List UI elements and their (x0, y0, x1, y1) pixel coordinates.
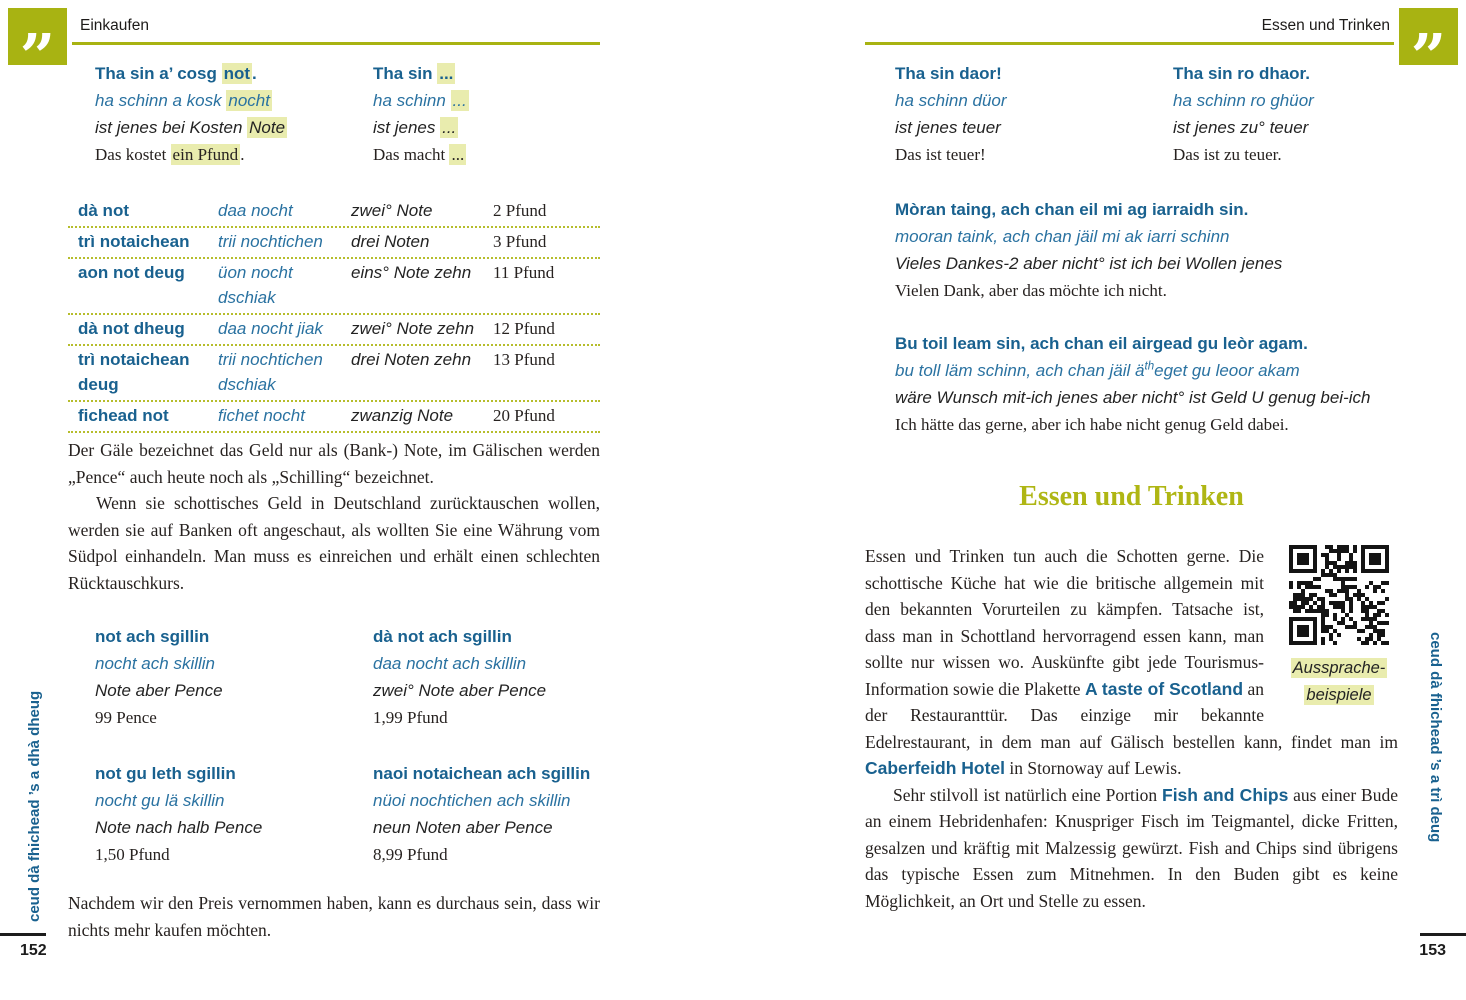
text-run: ... (451, 145, 465, 164)
phrase-block (895, 330, 1398, 438)
phrase-block (95, 623, 373, 731)
text-run: ... (439, 64, 454, 83)
paragraph (68, 890, 600, 943)
text-run: Note (249, 118, 286, 137)
phrase-block-no-money (895, 330, 1398, 438)
running-header-right: Essen und Trinken (1261, 17, 1390, 34)
phrase-line-pronunciation (95, 787, 373, 814)
text-run: Wenn sie schottisches Geld in Deutschland zurücktauschen wollen, werden sie auf Banken oft angeschaut, als wollten Sie eine Währung vom Südpol einhandeln. Man muss es einreichen und erhält einen schlechten Rücktauschkurs. (68, 493, 600, 593)
text-run: dà not ach sgillin (373, 627, 512, 646)
cell-pronunciation (218, 198, 351, 223)
text-run: trì notaichean (78, 232, 190, 251)
text-run: daa nocht ach skillin (373, 654, 527, 673)
phrase-line-gloss (373, 814, 600, 841)
text-run: Note aber Pence (95, 681, 223, 700)
text-run: ha schinn a kosk (95, 91, 227, 110)
text-run: daa nocht jiak (218, 319, 323, 338)
text-run: trii nochtichen (218, 232, 323, 251)
text-run: an der Restauranttür. Das einzige mir bekannte Edelrestaurant, in dem man auf Gälisch bestellen kann, findet man im (865, 678, 1398, 752)
phrase-line-gaelic (895, 330, 1398, 357)
text-run: ein Pfund (172, 145, 239, 164)
text-run: Caberfeidh Hotel (865, 758, 1006, 778)
text-run: Das macht (373, 145, 450, 164)
qr-caption (1280, 655, 1398, 709)
text-run: Das ist teuer! (895, 145, 986, 164)
qr-caption-line1: Aussprache- (1292, 659, 1386, 677)
text-run: not gu leth sgillin (95, 764, 236, 783)
phrase-block (1173, 60, 1398, 168)
cell-gaelic (68, 403, 218, 428)
phrase-line-german (95, 141, 373, 168)
phrase-line-pronunciation (1173, 87, 1398, 114)
paragraph (865, 782, 1398, 915)
cell-pronunciation (218, 403, 351, 428)
cell-gloss (351, 403, 493, 428)
phrase-line-german (373, 141, 600, 168)
phrase-block (373, 60, 600, 168)
phrase-line-german (1173, 141, 1398, 168)
page-number-rule-right (1420, 933, 1466, 936)
table-row (68, 228, 600, 259)
text-run: ha schinn ro ghüor (1173, 91, 1314, 110)
phrase-line-gloss (895, 384, 1398, 411)
section-heading: Essen und Trinken (1019, 481, 1244, 512)
phrase-line-gaelic (373, 60, 600, 87)
text-run: A taste of Scotland (1084, 678, 1244, 699)
cell-gaelic (68, 260, 218, 310)
text-run: wäre Wunsch mit-ich jenes aber nicht° ist Geld U genug bei-ich (895, 388, 1371, 407)
text-run: trì notaichean deug (78, 350, 190, 394)
phrase-line-german (373, 841, 600, 868)
text-run: Vieles Dankes-2 aber nicht° ist ich bei Wollen jenes (895, 254, 1283, 273)
text-run: Tha sin a’ cosg (95, 64, 222, 83)
text-run: nocht gu lä skillin (95, 791, 225, 810)
text-run: Vielen Dank, aber das möchte ich nicht. (895, 281, 1167, 300)
text-run: 20 Pfund (493, 406, 555, 425)
cell-pronunciation (218, 347, 351, 397)
phrase-block (373, 623, 600, 731)
cell-gloss (351, 229, 493, 254)
sidebar-gaelic-numeral-right: ceud dà fhichead ’s a trì deug (1427, 632, 1444, 843)
phrase-line-pronunciation (95, 650, 373, 677)
text-run: Note nach halb Pence (95, 818, 263, 837)
qr-code (1289, 545, 1389, 645)
text-run: eget gu leoor akam (1154, 361, 1300, 380)
text-run: . (240, 145, 245, 164)
body-text-right (865, 543, 1398, 914)
text-run: 1,99 Pfund (373, 708, 448, 727)
text-run: Nachdem wir den Preis vernommen haben, kann es durchaus sein, dass wir nichts mehr kaufen möchten. (68, 893, 600, 940)
text-run: fichead not (78, 406, 169, 425)
phrase-grid-top-left (95, 60, 600, 168)
phrase-block (895, 196, 1398, 304)
header-rule-right (865, 42, 1394, 45)
cell-gloss (351, 198, 493, 223)
phrase-line-gloss (1173, 114, 1398, 141)
text-run: neun Noten aber Pence (373, 818, 553, 837)
phrase-block (895, 60, 1173, 168)
text-run: Sehr stilvoll ist natürlich eine Portion (893, 784, 1162, 805)
paragraph (68, 437, 600, 490)
text-run: naoi notaichean ach sgillin (373, 764, 591, 783)
phrase-block-thanks (895, 196, 1398, 304)
text-run: fichet nocht (218, 406, 305, 425)
phrase-grid-top-right (895, 60, 1398, 168)
quote-mark-glyph: ” (1410, 19, 1447, 93)
text-run: ist jenes teuer (895, 118, 1001, 137)
text-run: aus einer Bude an einem Hebridenhafen: Knuspriger Fisch im Teigmantel, dicke Fritten, gesalzen und kräftig mit Malzessig gewürzt. Fish and Chips sind übrigens das typische Essen zum Mitnehmen. In den Buden gibt es keine Möglichkeit, an Ort und Stelle zu essen. (865, 784, 1398, 911)
cell-pronunciation (218, 260, 351, 310)
cell-gaelic (68, 316, 218, 341)
phrase-line-gaelic (95, 60, 373, 87)
table-row (68, 259, 600, 315)
phrase-line-gloss (373, 677, 600, 704)
text-run: 13 Pfund (493, 350, 555, 369)
text-run: . (252, 64, 257, 83)
text-run: Ich hätte das gerne, aber ich habe nicht genug Geld dabei. (895, 415, 1289, 434)
phrase-line-pronunciation (895, 87, 1173, 114)
phrase-line-pronunciation (895, 223, 1398, 250)
text-run: trii nochtichen dschiak (218, 350, 323, 394)
text-run: 12 Pfund (493, 319, 555, 338)
text-run: th (1144, 360, 1155, 373)
quote-icon (8, 8, 67, 93)
phrase-line-german (95, 841, 373, 868)
text-run: 3 Pfund (493, 232, 547, 251)
table-row (68, 346, 600, 402)
text-run: ist jenes (373, 118, 441, 137)
text-run: not ach sgillin (95, 627, 210, 646)
phrase-line-pronunciation (373, 650, 600, 677)
text-run: Essen und Trinken tun auch die Schotten gerne. Die schottische Küche hat wie die britische allgemein mit den bekannten Vorurteilen zu kämpfen. Tatsache ist, dass man in Schottland hervorragend essen kann, man sollte nur wissen wo. Auskünfte gibt jede Tourismus-Information sowie die Plakette (865, 546, 1264, 699)
text-run: 2 Pfund (493, 201, 547, 220)
text-run: ist jenes bei Kosten (95, 118, 248, 137)
page-number-right: 153 (1419, 942, 1446, 959)
text-run: aon not deug (78, 263, 185, 282)
text-run: drei Noten zehn (351, 350, 472, 369)
phrase-line-gaelic (895, 196, 1398, 223)
text-run: Tha sin ro dhaor. (1173, 64, 1310, 83)
text-run: Tha sin (373, 64, 438, 83)
phrase-line-gloss (95, 677, 373, 704)
text-run: eins° Note zehn (351, 263, 472, 282)
phrase-line-gloss (895, 250, 1398, 277)
cell-gloss (351, 260, 493, 310)
running-header-left: Einkaufen (80, 17, 149, 34)
text-run: ist jenes zu° teuer (1173, 118, 1309, 137)
text-run: zwei° Note (351, 201, 433, 220)
body-text-left-upper (68, 437, 600, 596)
qr-caption-line2: beispiele (1306, 686, 1372, 704)
phrase-line-gaelic (1173, 60, 1398, 87)
cell-gaelic (68, 347, 218, 397)
cell-gloss (351, 347, 493, 397)
cell-gaelic (68, 198, 218, 223)
cell-german (493, 316, 600, 341)
phrase-line-gaelic (895, 60, 1173, 87)
text-run: Bu toil leam sin, ach chan eil airgead gu leòr agam. (895, 334, 1308, 353)
phrase-line-gaelic (95, 760, 373, 787)
text-run: zwei° Note zehn (351, 319, 475, 338)
sidebar-gaelic-numeral-left: ceud dà fhichead ’s a dhà dheug (26, 690, 43, 922)
text-run: nocht (228, 91, 270, 110)
cell-german (493, 403, 600, 428)
text-run: ... (452, 91, 467, 110)
quote-mark-glyph: ” (19, 19, 56, 93)
text-run: mooran taink, ach chan jäil mi ak iarri schinn (895, 227, 1230, 246)
text-run: nocht ach skillin (95, 654, 216, 673)
text-run: ha schinn düor (895, 91, 1007, 110)
table-row (68, 315, 600, 346)
text-run: not (223, 64, 251, 83)
phrase-line-pronunciation (895, 357, 1398, 384)
phrase-line-gloss (95, 114, 373, 141)
phrase-block (373, 760, 600, 868)
text-run: zwei° Note aber Pence (373, 681, 547, 700)
text-run: üon nocht dschiak (218, 263, 293, 307)
text-run: 1,50 Pfund (95, 845, 170, 864)
text-run: in Stornoway auf Lewis. (1005, 758, 1182, 778)
text-run: drei Noten (351, 232, 430, 251)
text-run: ... (442, 118, 457, 137)
page-number-rule-left (0, 933, 46, 936)
cell-german (493, 347, 600, 397)
phrase-line-pronunciation (95, 87, 373, 114)
text-run: dà not (78, 201, 129, 220)
phrase-line-german (895, 141, 1173, 168)
text-run: Das ist zu teuer. (1173, 145, 1282, 164)
phrase-line-gaelic (373, 760, 600, 787)
phrase-line-german (895, 411, 1398, 438)
text-run: Mòran taing, ach chan eil mi ag iarraidh sin. (895, 200, 1249, 219)
header-rule-left (72, 42, 600, 45)
phrase-line-gloss (373, 114, 600, 141)
paragraph (68, 490, 600, 596)
text-run: 99 Pence (95, 708, 157, 727)
phrase-line-pronunciation (373, 787, 600, 814)
money-table (68, 197, 600, 433)
cell-german (493, 229, 600, 254)
text-run: daa nocht (218, 201, 293, 220)
cell-gloss (351, 316, 493, 341)
cell-german (493, 198, 600, 223)
phrase-line-german (895, 277, 1398, 304)
phrase-line-pronunciation (373, 87, 600, 114)
phrase-line-gaelic (373, 623, 600, 650)
text-run: ha schinn (373, 91, 451, 110)
phrase-line-gloss (895, 114, 1173, 141)
text-run: Tha sin daor! (895, 64, 1002, 83)
phrase-grid-mid-left (95, 623, 600, 868)
text-run: zwanzig Note (351, 406, 454, 425)
text-run: Der Gäle bezeichnet das Geld nur als (Bank-) Note, im Gälischen werden „Pence“ auch heute noch als „Schilling“ bezeichnet. (68, 440, 600, 487)
cell-pronunciation (218, 229, 351, 254)
text-run: 11 Pfund (493, 263, 555, 282)
phrase-line-german (373, 704, 600, 731)
quote-icon (1399, 8, 1458, 93)
cell-pronunciation (218, 316, 351, 341)
body-text-left-lower (68, 890, 600, 943)
phrase-line-gaelic (95, 623, 373, 650)
text-run: nüoi nochtichen ach skillin (373, 791, 571, 810)
text-run: Fish and Chips (1162, 784, 1289, 805)
cell-german (493, 260, 600, 310)
page-number-left: 152 (20, 942, 47, 959)
text-run: Das kostet (95, 145, 171, 164)
phrase-block (95, 60, 373, 168)
text-run: dà not dheug (78, 319, 185, 338)
phrase-line-gloss (95, 814, 373, 841)
text-run: 8,99 Pfund (373, 845, 448, 864)
text-run: bu toll läm schinn, ach chan jäil ä (895, 361, 1145, 380)
phrase-block (95, 760, 373, 868)
phrase-line-german (95, 704, 373, 731)
table-row (68, 197, 600, 228)
cell-gaelic (68, 229, 218, 254)
table-row (68, 402, 600, 433)
qr-block (1280, 545, 1398, 709)
